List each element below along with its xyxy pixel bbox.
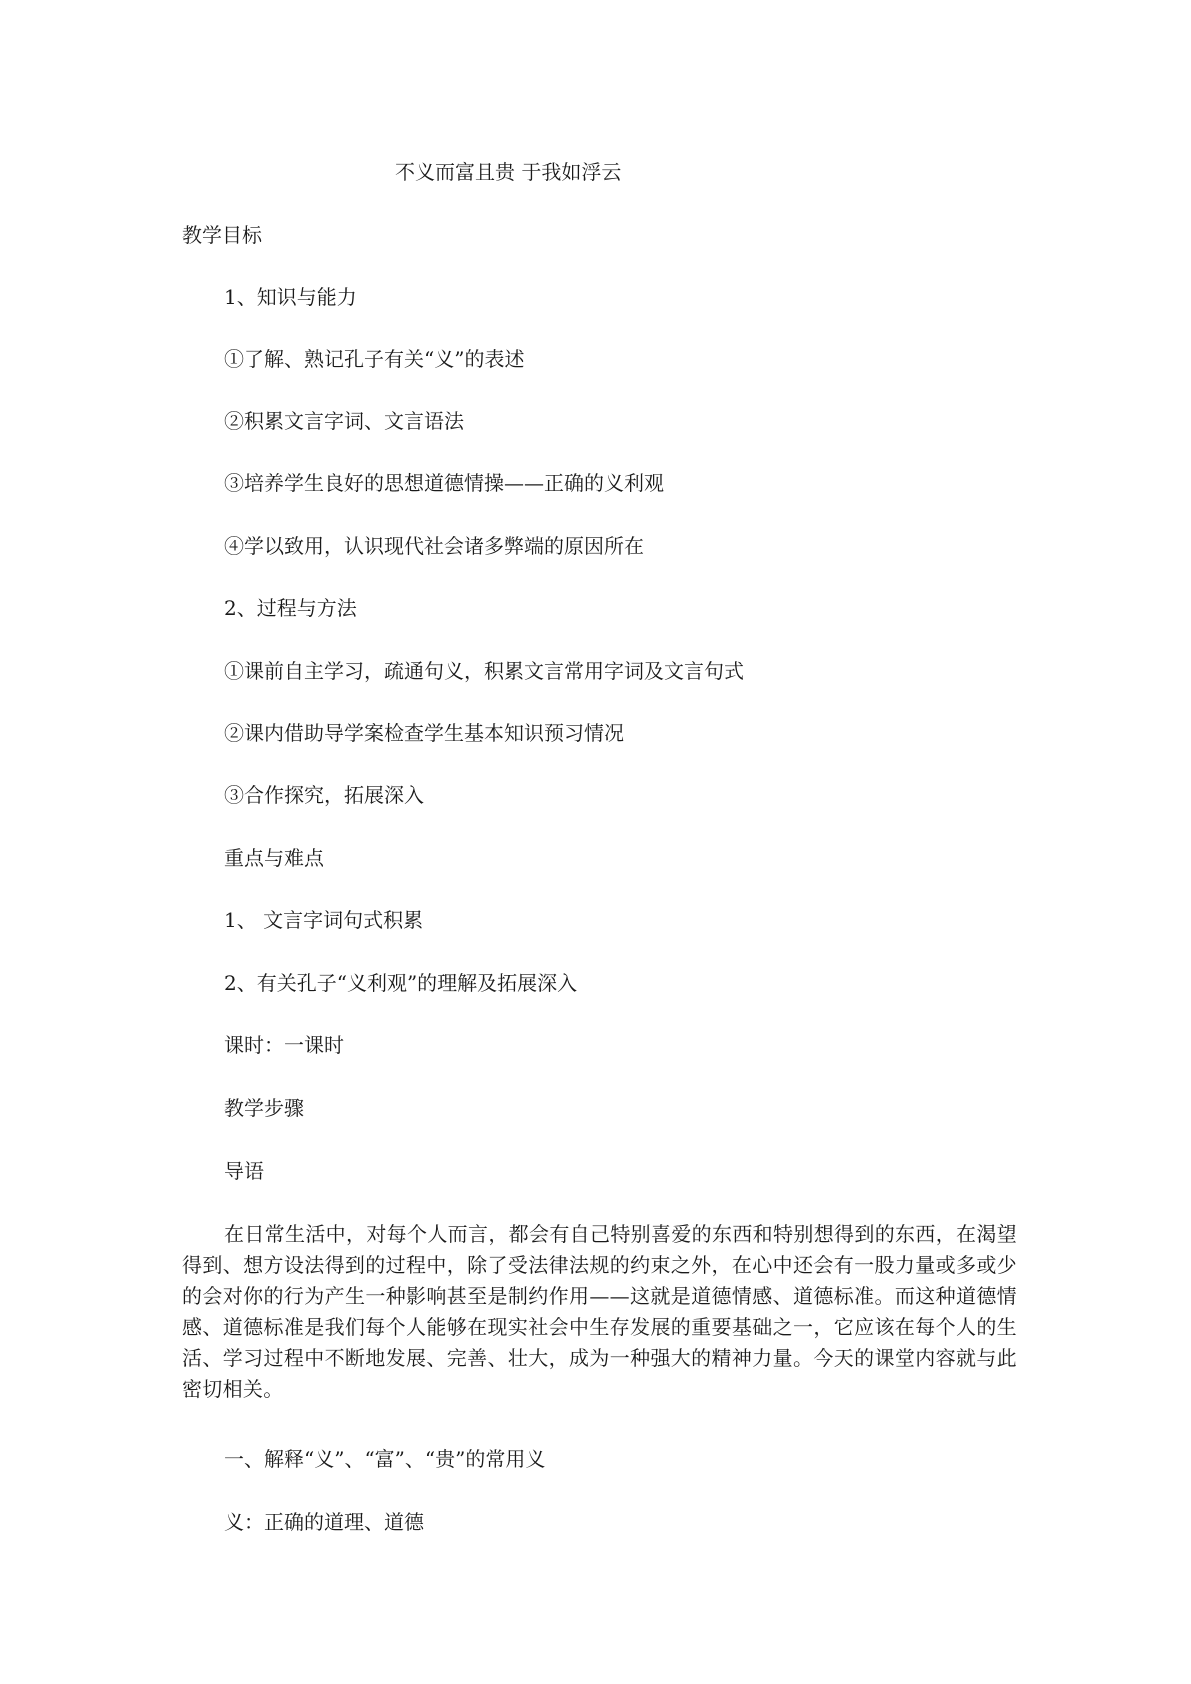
list-item: 1、 文言字词句式积累: [224, 908, 424, 932]
list-item: ③培养学生良好的思想道德情操——正确的义利观: [224, 471, 664, 495]
list-item: ④学以致用，认识现代社会诸多弊端的原因所在: [224, 534, 644, 558]
document-title: 不义而富且贵 于我如浮云: [395, 160, 622, 184]
list-item: ②积累文言字词、文言语法: [224, 409, 464, 433]
list-item: ①了解、熟记孔子有关“义”的表述: [224, 347, 525, 371]
list-item: ①课前自主学习，疏通句义，积累文言常用字词及文言句式: [224, 659, 744, 683]
subheading-process-method: 2、过程与方法: [224, 596, 357, 620]
list-item: ②课内借助导学案检查学生基本知识预习情况: [224, 721, 624, 745]
heading-teaching-objectives: 教学目标: [182, 223, 262, 247]
heading-key-points: 重点与难点: [224, 846, 324, 870]
heading-introduction: 导语: [224, 1159, 264, 1183]
list-item: 2、有关孔子“义利观”的理解及拓展深入: [224, 971, 578, 995]
list-item: ③合作探究，拓展深入: [224, 783, 424, 807]
heading-teaching-steps: 教学步骤: [224, 1096, 304, 1120]
definition-line: 义：正确的道理、道德: [224, 1510, 424, 1534]
introduction-paragraph: 在日常生活中，对每个人而言，都会有自己特别喜爱的东西和特别想得到的东西，在渴望得到、想方设法得到的过程中，除了受法律法规的约束之外，在心中还会有一股力量或多或少的会对你的行为产生一种影响甚至是制约作用——这就是道德情感、道德标准。而这种道德情感、道德标准是我们每个人能够在现实社会中生存发展的重要基础之一，它应该在每个人的生活、学习过程中不断地发展、完善、壮大，成为一种强大的精神力量。今天的课堂内容就与此密切相关。: [182, 1222, 1017, 1401]
subheading-knowledge-ability: 1、知识与能力: [224, 285, 357, 309]
class-hours: 课时：一课时: [224, 1033, 344, 1057]
section-heading: 一、解释“义”、“富”、“贵”的常用义: [224, 1447, 546, 1471]
